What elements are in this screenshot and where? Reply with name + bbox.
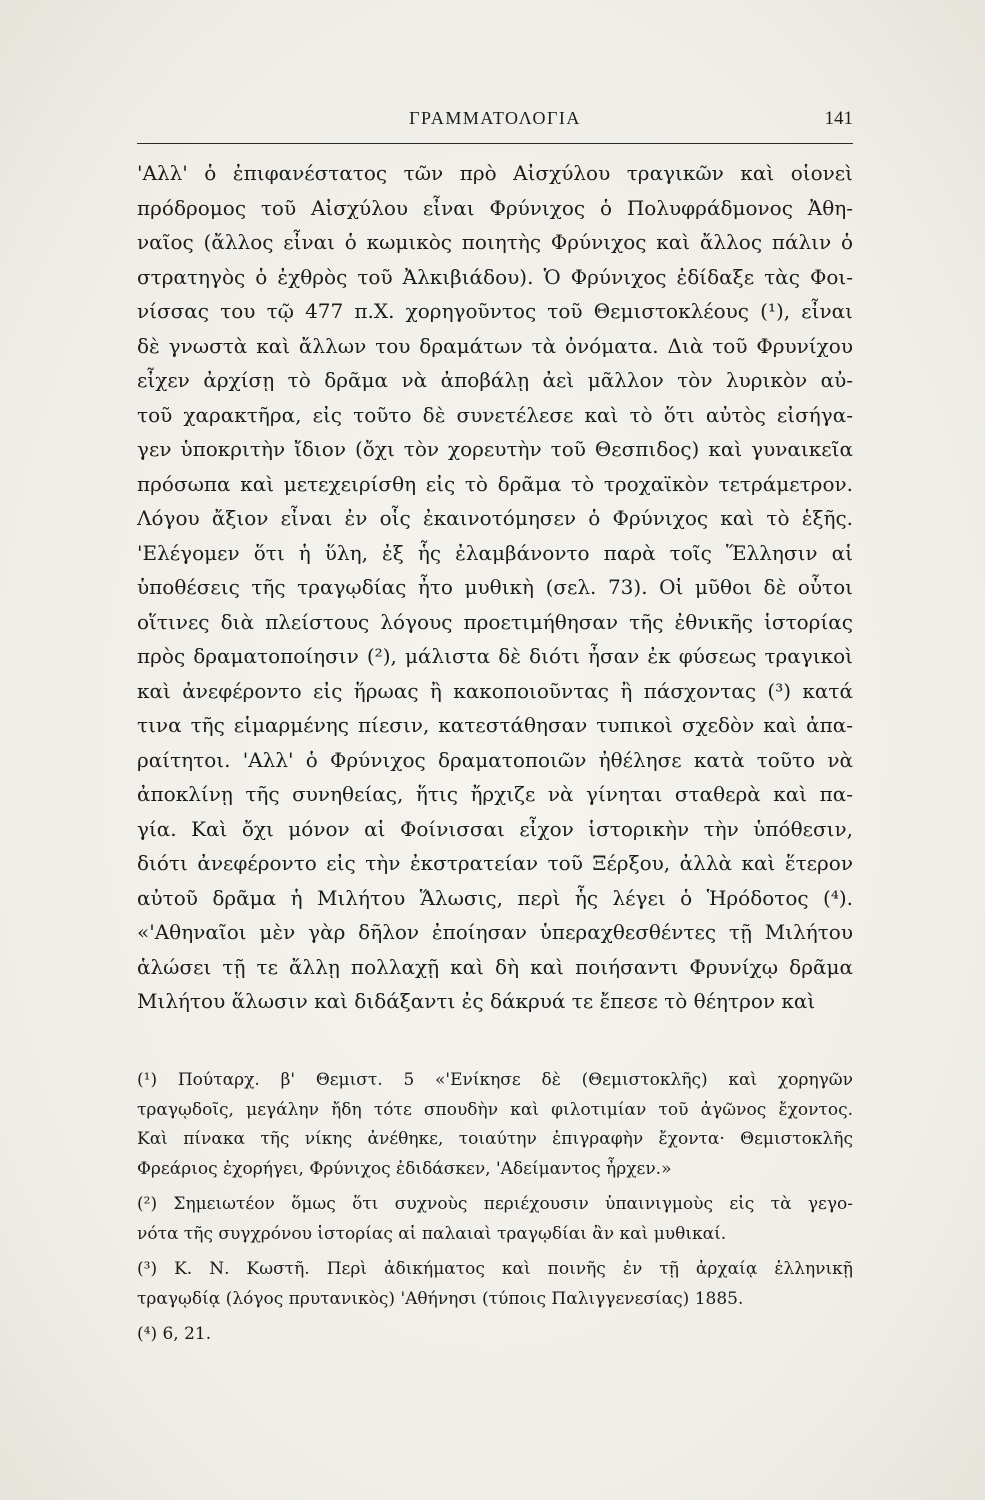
text-line: γεν ὑποκριτὴν ἴδιον (ὄχι τὸν χορευτὴν τοῦ Θεσπιδος) καὶ γυναικεῖα xyxy=(137,437,853,461)
footnote-line: (³) Κ. Ν. Κωστῆ. Περὶ ἀδικήματος καὶ ποινῆς ἐν τῇ ἀρχαίᾳ ἑλληνικῇ xyxy=(137,1259,853,1279)
text-line: νίσσας του τῷ 477 π.Χ. χορηγοῦντος τοῦ Θεμιστοκλέους (¹), εἶναι xyxy=(137,299,853,323)
text-line: Λόγου ἄξιον εἶναι ἐν οἷς ἐκαινοτόμησεν ὁ Φρύνιχος καὶ τὸ ἑξῆς. xyxy=(137,506,853,530)
footnote-4 xyxy=(137,1320,853,1350)
text-line: διότι ἀνεφέροντο εἰς τὴν ἐκστρατείαν τοῦ Ξέρξου, ἀλλὰ καὶ ἕτερον xyxy=(137,851,853,875)
text-line: τινα τῆς εἱμαρμένης πίεσιν, κατεστάθησαν τυπικοὶ σχεδὸν καὶ ἀπα- xyxy=(137,713,853,737)
page-number: 141 xyxy=(824,108,853,129)
text-line: γία. Καὶ ὄχι μόνον αἱ Φοίνισσαι εἶχον ἱστορικὴν τὴν ὑπόθεσιν, xyxy=(137,816,853,841)
text-line: στρατηγὸς ὁ ἐχθρὸς τοῦ Ἀλκιβιάδου). Ὁ Φρύνιχος ἐδίδαξε τὰς Φοι- xyxy=(137,264,853,289)
text-line: πρόδρομος τοῦ Αἰσχύλου εἶναι Φρύνιχος ὁ Πολυφράδμονος Ἀθη- xyxy=(137,195,853,220)
footnotes xyxy=(137,1066,853,1350)
main-text xyxy=(137,156,853,1019)
running-title: ΓΡΑΜΜΑΤΟΛΟΓΙΑ xyxy=(409,108,581,128)
footnote-line: τραγῳδίᾳ (λόγος πρυτανικὸς) 'Αθήνησι (τύποις Παλιγγενεσίας) 1885. xyxy=(137,1288,744,1309)
footnote-line: τραγῳδοῖς, μεγάλην ἤδη τότε σπουδὴν καὶ φιλοτιμίαν τοῦ ἀγῶνος ἔχοντος. xyxy=(137,1099,853,1120)
header-rule xyxy=(137,143,853,144)
text-line: τοῦ χαρακτῆρα, εἰς τοῦτο δὲ συνετέλεσε καὶ τὸ ὅτι αὐτὸς εἰσήγα- xyxy=(137,402,853,427)
text-line: πρόσωπα καὶ μετεχειρίσθη εἰς τὸ δρᾶμα τὸ τροχαϊκὸν τετράμετρον. xyxy=(137,471,853,496)
text-line: καὶ ἀνεφέροντο εἰς ἥρωας ἢ κακοποιοῦντας ἢ πάσχοντας (³) κατά xyxy=(137,678,853,703)
text-line: δὲ γνωστὰ καὶ ἄλλων του δραμάτων τὰ ὀνόματα. Διὰ τοῦ Φρυνίχου xyxy=(137,333,853,358)
footnote-1 xyxy=(137,1066,853,1184)
text-line: 'Ελέγομεν ὅτι ἡ ὕλη, ἐξ ἧς ἐλαμβάνοντο παρὰ τοῖς Ἕλλησιν αἱ xyxy=(137,540,853,565)
text-line: 'Αλλ' ὁ ἐπιφανέστατος τῶν πρὸ Αἰσχύλου τραγικῶν καὶ οἱονεὶ xyxy=(137,161,853,185)
footnote-line: (⁴) 6, 21. xyxy=(137,1324,212,1344)
text-line: εἶχεν ἀρχίσῃ τὸ δρᾶμα νὰ ἀποβάλῃ ἀεὶ μᾶλλον τὸν λυρικὸν αὐ- xyxy=(137,368,853,392)
footnote-3 xyxy=(137,1255,853,1314)
text-line: ἀποκλίνῃ τῆς συνηθείας, ἥτις ἤρχιζε νὰ γίνηται σταθερὰ καὶ πα- xyxy=(137,782,853,806)
text-line: ναῖος (ἄλλος εἶναι ὁ κωμικὸς ποιητὴς Φρύνιχος καὶ ἄλλος πάλιν ὁ xyxy=(137,230,853,254)
footnote-2 xyxy=(137,1190,853,1249)
text-line: ὑποθέσεις τῆς τραγῳδίας ἦτο μυθικὴ (σελ. 73). Οἱ μῦθοι δὲ οὗτοι xyxy=(137,575,853,599)
footnote-line: νότα τῆς συγχρόνου ἱστορίας αἱ παλαιαὶ τραγῳδίαι ἂν καὶ μυθικαί. xyxy=(137,1223,727,1244)
footnote-line: Φρεάριος ἐχορήγει, Φρύνιχος ἐδιδάσκεν, 'Αδείμαντος ἦρχεν.» xyxy=(137,1158,672,1179)
footnote-line: Καὶ πίνακα τῆς νίκης ἀνέθηκε, τοιαύτην ἐπιγραφὴν ἔχοντα· Θεμιστοκλῆς xyxy=(137,1129,853,1149)
text-line: ραίτητοι. 'Αλλ' ὁ Φρύνιχος δραματοποιῶν ἠθέλησε κατὰ τοῦτο νὰ xyxy=(137,747,853,772)
text-line: «'Αθηναῖοι μὲν γὰρ δῆλον ἐποίησαν ὑπεραχθεσθέντες τῇ Μιλήτου xyxy=(137,920,853,944)
text-line: ἁλώσει τῇ τε ἄλλῃ πολλαχῇ καὶ δὴ καὶ ποιήσαντι Φρυνίχῳ δρᾶμα xyxy=(137,954,853,979)
running-head xyxy=(137,108,853,138)
text-line: αὐτοῦ δρᾶμα ἡ Μιλήτου Ἅλωσις, περὶ ἧς λέγει ὁ Ἡρόδοτος (⁴). xyxy=(137,885,853,910)
text-line: πρὸς δραματοποίησιν (²), μάλιστα δὲ διότι ἦσαν ἐκ φύσεως τραγικοὶ xyxy=(137,644,853,668)
footnote-line: (¹) Πούταρχ. β' Θεμιστ. 5 «'Ενίκησε δὲ (Θεμιστοκλῆς) καὶ χορηγῶν xyxy=(137,1070,853,1090)
text-line: Μιλήτου ἅλωσιν καὶ διδάξαντι ἐς δάκρυά τε ἔπεσε τὸ θέητρον καὶ xyxy=(137,989,816,1013)
footnote-line: (²) Σημειωτέον ὅμως ὅτι συχνοὺς περιέχουσιν ὑπαινιγμοὺς εἰς τὰ γεγο- xyxy=(137,1194,853,1214)
text-line: οἵτινες διὰ πλείστους λόγους προετιμήθησαν τῆς ἐθνικῆς ἱστορίας xyxy=(137,609,853,634)
